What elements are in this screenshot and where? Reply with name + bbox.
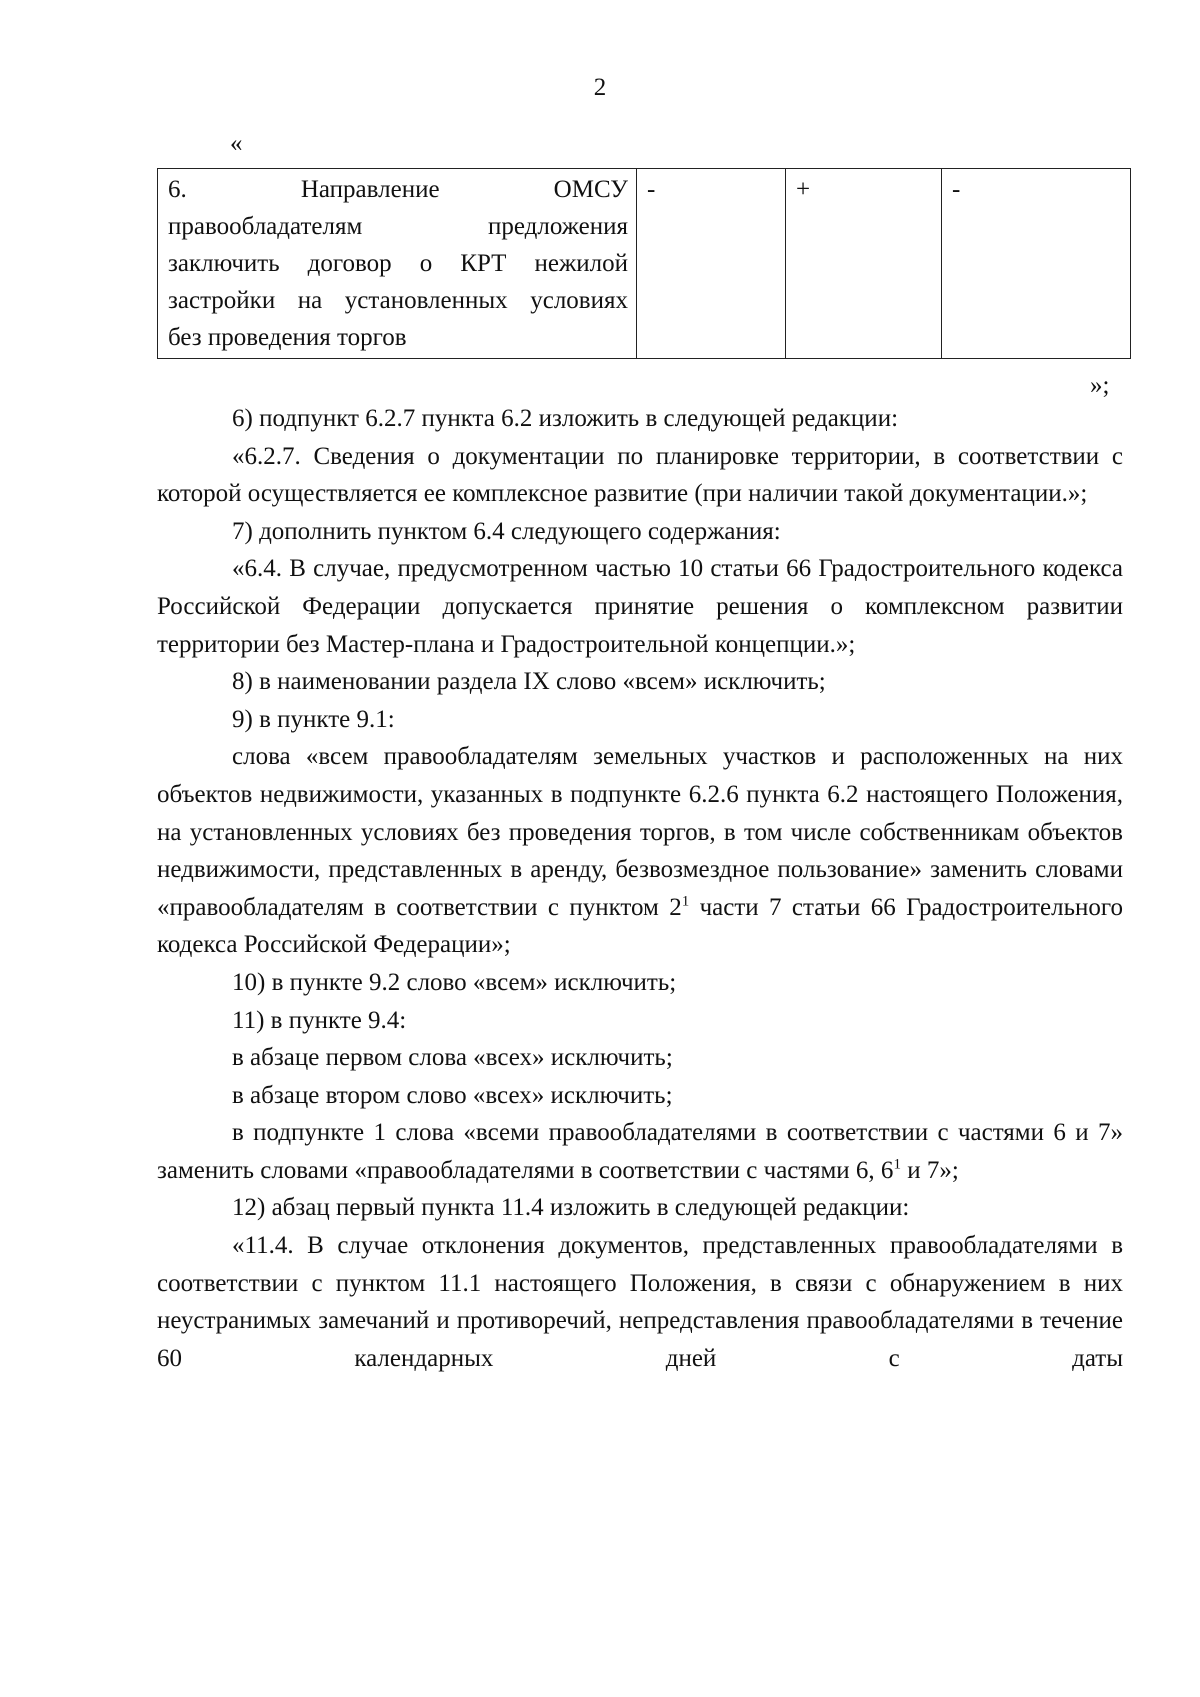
paragraph: «6.4. В случае, предусмотренном частью 10 статьи 66 Градостроительного кодекса Российской Федерации допускается принятие решения о комплексном развитии территории без Мастер-плана и Градостроительной концепции.»; [157, 555, 1123, 658]
paragraph-text: в подпункте 1 слова «всеми правообладателями в соответствии с частями 6 и 7» заменить словами «правообладателями в соответствии с частями 6, 6 [157, 1119, 1123, 1184]
paragraph: 8) в наименовании раздела IX слово «всем» исключить; [232, 668, 826, 696]
paragraph: 11) в пункте 9.4: [232, 1006, 407, 1034]
document-body [157, 400, 1123, 1377]
paragraph: 12) абзац первый пункта 11.4 изложить в следующей редакции: [232, 1194, 910, 1222]
superscript: 1 [893, 1156, 901, 1173]
amendment-table [157, 168, 1131, 359]
paragraph-text: слова «всем правообладателям земельных участков и расположенных на них объектов недвижимости, указанных в подпункте 6.2.6 пункта 6.2 настоящего Положения, на установленных условиях без проведения торгов, в том числе собственникам объектов недвижимости, представленных в аренду, безвозмездное пользование» заменить словами «правообладателям в соответствии с пунктом 2 [157, 743, 1123, 921]
superscript: 1 [681, 893, 690, 910]
paragraph: 10) в пункте 9.2 слово «всем» исключить; [232, 968, 677, 996]
paragraph-text: части 7 статьи 66 Градостроительного кодекса Российской Федерации»; [157, 893, 1124, 959]
cell-line: 6. Направление ОМСУ [168, 176, 628, 203]
table-cell-col4: - [942, 169, 1131, 359]
paragraph: 9) в пункте 9.1: [232, 705, 395, 733]
paragraph: 6) подпункт 6.2.7 пункта 6.2 изложить в следующей редакции: [232, 405, 899, 432]
cell-line: заключить договор о КРТ нежилой [168, 250, 628, 277]
paragraph-text: и 7»; [900, 1156, 959, 1184]
cell-line: застройки на установленных условиях [168, 287, 628, 314]
table-row [158, 169, 1131, 359]
paragraph [157, 1114, 1123, 1189]
page-number: 2 [593, 74, 607, 101]
table-cell-col2: - [637, 169, 786, 359]
paragraph: «11.4. В случае отклонения документов, представленных правообладателями в соответствии с пунктом 11.1 настоящего Положения, в связи с обнаружением в них неустранимых замечаний и противоречий, непредставления правообладателями в течение 60 календарных дней с даты [157, 1232, 1123, 1372]
table-cell-col3: + [786, 169, 942, 359]
cell-line: правообладателям предложения [168, 213, 628, 240]
paragraph: в абзаце втором слово «всех» исключить; [232, 1081, 673, 1109]
paragraph: 7) дополнить пунктом 6.4 следующего содержания: [232, 517, 781, 545]
cell-line: без проведения торгов [168, 324, 407, 351]
paragraph: в абзаце первом слова «всех» исключить; [232, 1044, 673, 1072]
paragraph: «6.2.7. Сведения о документации по планировке территории, в соответствии с которой осуществляется ее комплексное развитие (при наличии такой документации.»; [157, 442, 1123, 508]
table-cell-action [158, 169, 637, 359]
paragraph [157, 738, 1123, 964]
table-open-quote: « [230, 130, 243, 157]
table-close-quote: »; [1090, 372, 1110, 399]
